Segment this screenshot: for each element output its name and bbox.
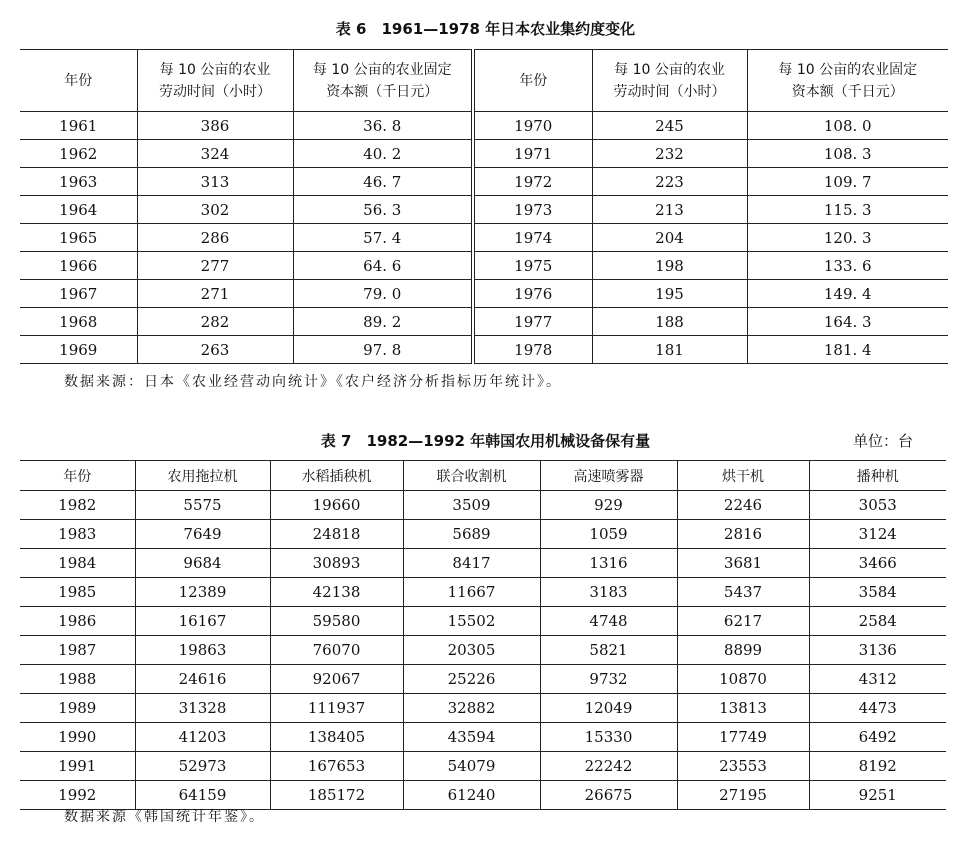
table6-cell: 1978	[473, 336, 592, 364]
table6-cell: 204	[592, 224, 747, 252]
table7-header-cell: 播种机	[809, 461, 946, 491]
header-line: 每 10 公亩的农业固定	[778, 61, 918, 78]
table6-cell: 1966	[20, 252, 137, 280]
table7-cell: 1987	[20, 636, 135, 665]
table7-cell: 929	[540, 491, 677, 520]
table6-cell: 57. 4	[293, 224, 473, 252]
table7-header-cell: 年份	[20, 461, 135, 491]
table7-cell: 1982	[20, 491, 135, 520]
table6-cell: 1973	[473, 196, 592, 224]
table6-cell: 313	[137, 168, 293, 196]
table6-cell: 109. 7	[747, 168, 948, 196]
table6-cell: 79. 0	[293, 280, 473, 308]
table7-cell: 11667	[403, 578, 540, 607]
table7-cell: 10870	[677, 665, 809, 694]
table7-cell: 13813	[677, 694, 809, 723]
table7-cell: 2584	[809, 607, 946, 636]
table6-header-year: 年份	[20, 50, 137, 112]
table7	[20, 460, 946, 810]
table6-cell: 46. 7	[293, 168, 473, 196]
table7-cell: 3681	[677, 549, 809, 578]
table7-row	[20, 665, 946, 694]
table7-cell: 1059	[540, 520, 677, 549]
table7-cell: 12049	[540, 694, 677, 723]
table6-cell: 277	[137, 252, 293, 280]
table7-cell: 19863	[135, 636, 270, 665]
table7-cell: 8899	[677, 636, 809, 665]
table7-cell: 8417	[403, 549, 540, 578]
table6-cell: 1975	[473, 252, 592, 280]
table6-cell: 120. 3	[747, 224, 948, 252]
table6-cell: 1965	[20, 224, 137, 252]
table6-cell: 1964	[20, 196, 137, 224]
table7-cell: 24818	[270, 520, 403, 549]
table7-cell: 5437	[677, 578, 809, 607]
table7-cell: 24616	[135, 665, 270, 694]
table7-cell: 54079	[403, 752, 540, 781]
table6	[20, 49, 948, 364]
table6-cell: 324	[137, 140, 293, 168]
header-line: 劳动时间（小时）	[613, 83, 726, 100]
table7-cell: 3466	[809, 549, 946, 578]
table6-cell: 1974	[473, 224, 592, 252]
table7-cell: 22242	[540, 752, 677, 781]
header-line: 每 10 公亩的农业	[614, 61, 725, 78]
table7-cell: 17749	[677, 723, 809, 752]
table7-cell: 1988	[20, 665, 135, 694]
table7-cell: 3509	[403, 491, 540, 520]
table7-cell: 76070	[270, 636, 403, 665]
table6-header-labor-hours	[137, 50, 293, 112]
table7-row	[20, 491, 946, 520]
table6-cell: 386	[137, 112, 293, 140]
table7-cell: 185172	[270, 781, 403, 810]
table7-cell: 1986	[20, 607, 135, 636]
table7-cell: 15502	[403, 607, 540, 636]
table7-cell: 52973	[135, 752, 270, 781]
table7-cell: 8192	[809, 752, 946, 781]
table6-cell: 223	[592, 168, 747, 196]
table7-cell: 1316	[540, 549, 677, 578]
table7-cell: 3183	[540, 578, 677, 607]
table7-cell: 9732	[540, 665, 677, 694]
table7-cell: 9684	[135, 549, 270, 578]
table7-cell: 3124	[809, 520, 946, 549]
table6-row	[20, 336, 948, 364]
table6-cell: 1969	[20, 336, 137, 364]
table6-cell: 89. 2	[293, 308, 473, 336]
header-line: 劳动时间（小时）	[159, 83, 271, 100]
table7-cell: 27195	[677, 781, 809, 810]
table6-cell: 1968	[20, 308, 137, 336]
table7-header-cell: 联合收割机	[403, 461, 540, 491]
table6-cell: 282	[137, 308, 293, 336]
table6-cell: 1961	[20, 112, 137, 140]
table7-cell: 138405	[270, 723, 403, 752]
table6-cell: 115. 3	[747, 196, 948, 224]
table6-cell: 245	[592, 112, 747, 140]
table7-cell: 43594	[403, 723, 540, 752]
table7-header-cell: 烘干机	[677, 461, 809, 491]
table7-row	[20, 694, 946, 723]
table7-cell: 23553	[677, 752, 809, 781]
table7-body	[20, 491, 946, 810]
table7-cell: 42138	[270, 578, 403, 607]
table7-cell: 32882	[403, 694, 540, 723]
table6-header-row	[20, 50, 948, 112]
table7-cell: 61240	[403, 781, 540, 810]
table7-header-cell: 水稻插秧机	[270, 461, 403, 491]
table7-cell: 64159	[135, 781, 270, 810]
table7-title: 表 7 1982—1992 年韩国农用机械设备保有量	[320, 432, 651, 450]
table7-cell: 7649	[135, 520, 270, 549]
table7-cell: 111937	[270, 694, 403, 723]
table7-row	[20, 607, 946, 636]
table6-cell: 263	[137, 336, 293, 364]
table7-row	[20, 578, 946, 607]
table6-header-year: 年份	[473, 50, 592, 112]
table6-row	[20, 252, 948, 280]
table6-cell: 1977	[473, 308, 592, 336]
table7-row	[20, 723, 946, 752]
table7-unit-label: 单位：台	[852, 432, 913, 450]
table6-row	[20, 308, 948, 336]
table7-cell: 1992	[20, 781, 135, 810]
table7-row	[20, 520, 946, 549]
table6-cell: 198	[592, 252, 747, 280]
table7-header-cell: 高速喷雾器	[540, 461, 677, 491]
table6-cell: 108. 3	[747, 140, 948, 168]
table6-cell: 164. 3	[747, 308, 948, 336]
table7-cell: 6217	[677, 607, 809, 636]
table6-row	[20, 280, 948, 308]
table7-source-note: 数据来源《韩国统计年鉴》。	[64, 809, 265, 825]
table6-row	[20, 168, 948, 196]
table6-title: 表 6 1961—1978 年日本农业集约度变化	[335, 20, 636, 38]
table6-header-fixed-capital	[293, 50, 473, 112]
table7-cell: 3053	[809, 491, 946, 520]
table7-row	[20, 549, 946, 578]
header-line: 资本额（千日元）	[326, 83, 439, 100]
table7-cell: 41203	[135, 723, 270, 752]
table7-cell: 2246	[677, 491, 809, 520]
table6-cell: 181. 4	[747, 336, 948, 364]
table6-row	[20, 112, 948, 140]
table7-cell: 20305	[403, 636, 540, 665]
table7-cell: 5821	[540, 636, 677, 665]
table6-cell: 1962	[20, 140, 137, 168]
table6-cell: 36. 8	[293, 112, 473, 140]
table7-cell: 16167	[135, 607, 270, 636]
table7-row	[20, 636, 946, 665]
table7-cell: 12389	[135, 578, 270, 607]
table7-cell: 30893	[270, 549, 403, 578]
table6-cell: 232	[592, 140, 747, 168]
table6-cell: 286	[137, 224, 293, 252]
table6-body	[20, 112, 948, 364]
table7-cell: 4748	[540, 607, 677, 636]
table7-cell: 25226	[403, 665, 540, 694]
table7-cell: 1990	[20, 723, 135, 752]
table7-cell: 1983	[20, 520, 135, 549]
header-line: 资本额（千日元）	[791, 83, 904, 100]
table6-row	[20, 140, 948, 168]
table7-cell: 19660	[270, 491, 403, 520]
table6-cell: 1970	[473, 112, 592, 140]
table7-cell: 92067	[270, 665, 403, 694]
table7-cell: 167653	[270, 752, 403, 781]
table6-cell: 97. 8	[293, 336, 473, 364]
table6-cell: 1963	[20, 168, 137, 196]
table6-cell: 40. 2	[293, 140, 473, 168]
table6-source-note: 数据来源：日本《农业经营动向统计》《农户经济分析指标历年统计》。	[64, 374, 562, 390]
table7-cell: 59580	[270, 607, 403, 636]
table6-cell: 181	[592, 336, 747, 364]
table7-cell: 1991	[20, 752, 135, 781]
table7-cell: 3584	[809, 578, 946, 607]
table7-cell: 1985	[20, 578, 135, 607]
table7-cell: 26675	[540, 781, 677, 810]
table7-cell: 9251	[809, 781, 946, 810]
table6-cell: 108. 0	[747, 112, 948, 140]
table7-cell: 4312	[809, 665, 946, 694]
table6-cell: 64. 6	[293, 252, 473, 280]
table6-cell: 1976	[473, 280, 592, 308]
table6-cell: 133. 6	[747, 252, 948, 280]
table7-cell: 4473	[809, 694, 946, 723]
table6-cell: 271	[137, 280, 293, 308]
table7-cell: 15330	[540, 723, 677, 752]
table6-row	[20, 196, 948, 224]
table7-cell: 5575	[135, 491, 270, 520]
table6-cell: 213	[592, 196, 747, 224]
table7-cell: 6492	[809, 723, 946, 752]
table6-cell: 1967	[20, 280, 137, 308]
table7-header-cell: 农用拖拉机	[135, 461, 270, 491]
header-line: 每 10 公亩的农业	[159, 61, 271, 78]
table6-cell: 1972	[473, 168, 592, 196]
table6-row	[20, 224, 948, 252]
table6-cell: 149. 4	[747, 280, 948, 308]
table7-cell: 1984	[20, 549, 135, 578]
table6-cell: 195	[592, 280, 747, 308]
table6-cell: 302	[137, 196, 293, 224]
header-line: 每 10 公亩的农业固定	[312, 61, 452, 78]
table6-header-fixed-capital	[747, 50, 948, 112]
table7-cell: 1989	[20, 694, 135, 723]
table6-cell: 188	[592, 308, 747, 336]
table7-cell: 31328	[135, 694, 270, 723]
table7-cell: 2816	[677, 520, 809, 549]
table7-row	[20, 752, 946, 781]
table6-header-labor-hours	[592, 50, 747, 112]
table6-cell: 56. 3	[293, 196, 473, 224]
table6-cell: 1971	[473, 140, 592, 168]
table7-cell: 5689	[403, 520, 540, 549]
table7-header-row	[20, 461, 946, 491]
table7-cell: 3136	[809, 636, 946, 665]
